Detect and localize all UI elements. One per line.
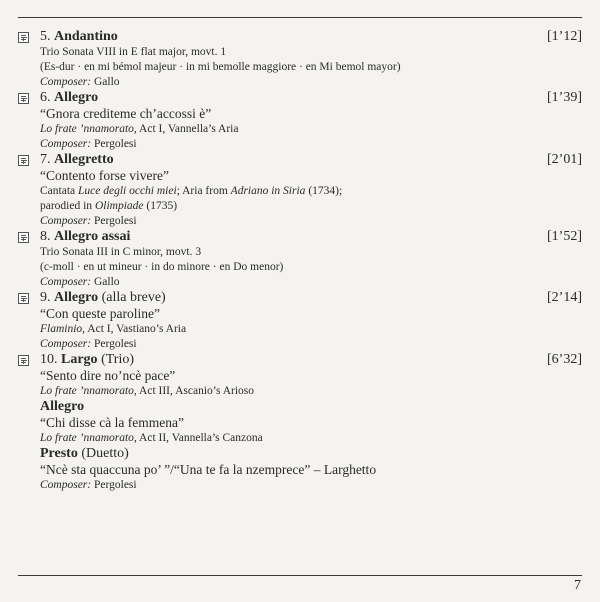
work-text-part: (1734);	[305, 185, 343, 197]
track-source-work	[40, 122, 582, 137]
track-marker-icon	[18, 355, 29, 366]
work-details: , Act III, Ascanio’s Arioso	[133, 385, 255, 397]
track-heading	[40, 152, 582, 168]
composer-name: Pergolesi	[94, 215, 137, 227]
composer-name: Gallo	[94, 76, 120, 88]
track-lyric-incipit: “Sento dire no’ncè pace”	[40, 368, 176, 383]
work-title: Lo frate ’nnamorato	[40, 123, 134, 135]
track-entry	[18, 29, 582, 90]
parody-text-part: Olimpiade	[94, 200, 144, 212]
track-list	[18, 29, 582, 493]
work-title: Lo frate ’nnamorato	[40, 385, 134, 397]
track-tempo: Andantino	[54, 29, 118, 44]
composer-label: Composer:	[40, 276, 92, 288]
work-title: Flaminio	[40, 323, 83, 335]
track-description: (Es-dur · en mi bémol majeur · in mi bemolle maggiore · en Mi bemol mayor)	[40, 61, 401, 73]
section-tempo: Allegro	[40, 399, 85, 414]
work-text-part: Adriano in Siria	[230, 185, 306, 197]
track-lyric-incipit: “Con queste paroline”	[40, 306, 160, 321]
track-composer	[40, 137, 582, 152]
work-text-part: ; Aria from	[176, 185, 231, 197]
track-number: 8.	[40, 229, 51, 244]
top-rule	[18, 17, 582, 18]
bottom-rule	[18, 575, 582, 576]
work-details: , Act I, Vastiano’s Aria	[82, 323, 187, 335]
track-description: (c-moll · en ut mineur · in do minore · en Do menor)	[40, 261, 284, 273]
composer-label: Composer:	[40, 338, 92, 350]
section-tempo: Presto	[40, 446, 78, 461]
composer-name: Pergolesi	[94, 138, 137, 150]
work-title: Lo frate ’nnamorato	[40, 432, 134, 444]
track-marker-icon	[18, 32, 29, 43]
parody-text-part: parodied in	[40, 200, 95, 212]
track-entry	[18, 352, 582, 493]
track-description: Trio Sonata III in C minor, movt. 3	[40, 246, 202, 258]
track-heading	[40, 29, 582, 45]
track-description: Trio Sonata VIII in E flat major, movt. 1	[40, 46, 227, 58]
track-duration: [1’12]	[547, 29, 582, 44]
track-source-work	[40, 431, 582, 446]
track-entry	[18, 290, 582, 352]
track-composer	[40, 75, 582, 90]
track-number: 9.	[40, 290, 51, 305]
track-heading	[40, 90, 582, 106]
track-number: 7.	[40, 152, 51, 167]
track-parody-note	[40, 199, 582, 214]
track-entry	[18, 152, 582, 229]
track-lyric-incipit: “Chi disse cà la femmena”	[40, 415, 184, 430]
track-heading	[40, 290, 582, 306]
track-composer	[40, 275, 582, 290]
composer-label: Composer:	[40, 479, 92, 491]
page-number: 7	[574, 578, 581, 593]
track-tempo: Allegretto	[54, 152, 114, 167]
track-tempo-suffix: (Trio)	[97, 352, 134, 367]
track-number: 10.	[40, 352, 58, 367]
track-source-work	[40, 184, 582, 199]
track-entry	[18, 229, 582, 290]
composer-label: Composer:	[40, 76, 92, 88]
track-lyric-incipit: “Ncè sta quaccuna po’ ”/“Una te fa la nzemprece” – Larghetto	[40, 462, 377, 477]
composer-name: Pergolesi	[94, 479, 137, 491]
track-section-tempo	[40, 446, 582, 462]
track-composer	[40, 214, 582, 229]
track-tempo: Allegro	[54, 290, 99, 305]
track-composer	[40, 478, 582, 493]
track-duration: [2’14]	[547, 290, 582, 305]
parody-text-part: (1735)	[143, 200, 178, 212]
track-lyric-incipit: “Contento forse vivere”	[40, 168, 169, 183]
track-heading	[40, 229, 582, 245]
work-details: , Act II, Vannella’s Canzona	[133, 432, 263, 444]
track-entry	[18, 90, 582, 152]
work-text-part: Cantata	[40, 185, 78, 197]
composer-label: Composer:	[40, 215, 92, 227]
track-duration: [1’39]	[547, 90, 582, 105]
track-source-work	[40, 384, 582, 399]
track-tempo: Allegro assai	[54, 229, 131, 244]
track-composer	[40, 337, 582, 352]
track-section-tempo	[40, 399, 582, 415]
track-marker-icon	[18, 293, 29, 304]
track-tempo: Largo	[61, 352, 98, 367]
track-marker-icon	[18, 155, 29, 166]
track-marker-icon	[18, 93, 29, 104]
composer-label: Composer:	[40, 138, 92, 150]
track-tempo-suffix: (alla breve)	[98, 290, 166, 305]
track-duration: [2’01]	[547, 152, 582, 167]
track-heading	[40, 352, 582, 368]
work-details: , Act I, Vannella’s Aria	[133, 123, 239, 135]
track-duration: [6’32]	[547, 352, 582, 367]
track-tempo: Allegro	[54, 90, 99, 105]
track-number: 5.	[40, 29, 51, 44]
track-marker-icon	[18, 232, 29, 243]
track-lyric-incipit: “Gnora crediteme ch’accossi è”	[40, 106, 212, 121]
work-text-part: Luce degli occhi miei	[78, 185, 177, 197]
section-tempo-suffix: (Duetto)	[77, 446, 129, 461]
track-source-work	[40, 322, 582, 337]
composer-name: Pergolesi	[94, 338, 137, 350]
track-number: 6.	[40, 90, 51, 105]
composer-name: Gallo	[94, 276, 120, 288]
track-duration: [1’52]	[547, 229, 582, 244]
